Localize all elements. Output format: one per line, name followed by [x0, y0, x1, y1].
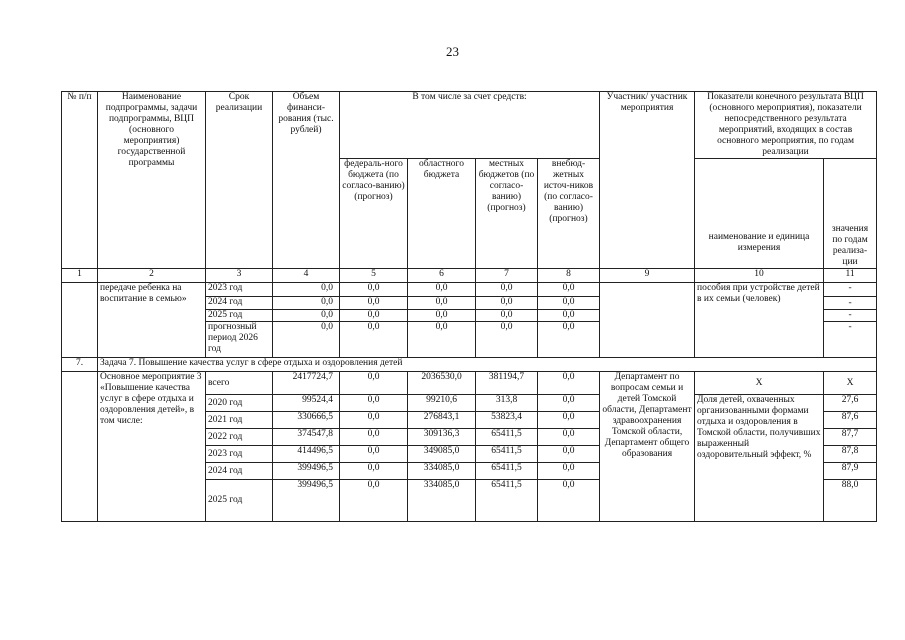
- value-cell: 87,7: [824, 429, 877, 446]
- federal-cell: 0,0: [340, 372, 408, 395]
- header-federal: федераль-ного бюджета (по согласо-ванию) (прогноз): [340, 159, 408, 269]
- regional-cell: 276843,1: [408, 412, 476, 429]
- header-funds-group: В том числе за счет средств:: [340, 92, 600, 159]
- federal-cell: 0,0: [340, 310, 408, 322]
- header-regional: областного бюджета: [408, 159, 476, 269]
- federal-cell: 0,0: [340, 322, 408, 358]
- regional-cell: 0,0: [408, 322, 476, 358]
- table-row: [62, 283, 877, 297]
- header-indicator-name: наименование и единица измерения: [695, 159, 824, 269]
- federal-cell: 0,0: [340, 480, 408, 522]
- volume-cell: 414496,5: [273, 446, 340, 463]
- colnum-11: 11: [824, 269, 877, 283]
- local-cell: 65411,5: [476, 429, 538, 446]
- local-cell: 53823,4: [476, 412, 538, 429]
- value-cell: 88,0: [824, 480, 877, 522]
- extra-cell: 0,0: [538, 463, 600, 480]
- local-cell: 65411,5: [476, 463, 538, 480]
- value-cell: -: [824, 283, 877, 297]
- volume-cell: 99524,4: [273, 395, 340, 412]
- header-row-1: [62, 92, 877, 159]
- local-cell: 313,8: [476, 395, 538, 412]
- header-extra: внебюд-жетных источ-ников (по согласо-ванию) (прогноз): [538, 159, 600, 269]
- extra-cell: 0,0: [538, 322, 600, 358]
- term-cell: 2023 год: [206, 446, 273, 463]
- term-cell: прогнозный период 2026 год: [206, 322, 273, 358]
- local-cell: 65411,5: [476, 446, 538, 463]
- indicator-x: Х: [695, 372, 824, 395]
- extra-cell: 0,0: [538, 480, 600, 522]
- value-cell: 87,9: [824, 463, 877, 480]
- colnum-9: 9: [600, 269, 695, 283]
- task-text: Задача 7. Повышение качества услуг в сфере отдыха и оздоровления детей: [98, 358, 877, 372]
- colnum-3: 3: [206, 269, 273, 283]
- volume-cell: 0,0: [273, 283, 340, 297]
- header-num: № п/п: [62, 92, 98, 269]
- local-cell: 0,0: [476, 297, 538, 310]
- header-term: Срок реализации: [206, 92, 273, 269]
- regional-cell: 0,0: [408, 297, 476, 310]
- value-cell: 87,6: [824, 412, 877, 429]
- value-cell: -: [824, 322, 877, 358]
- extra-cell: 0,0: [538, 310, 600, 322]
- term-cell: всего: [206, 372, 273, 395]
- term-cell: 2024 год: [206, 463, 273, 480]
- header-volume: Объем финанси-рования (тыс. рублей): [273, 92, 340, 269]
- federal-cell: 0,0: [340, 297, 408, 310]
- volume-cell: 2417724,7: [273, 372, 340, 395]
- section-b-participant: Департамент по вопросам семьи и детей Томской области, Департамент здравоохранения Томской области, Департамент общего образования: [600, 372, 695, 522]
- regional-cell: 334085,0: [408, 463, 476, 480]
- task-row: [62, 358, 877, 372]
- regional-cell: 309136,3: [408, 429, 476, 446]
- table-row: [62, 372, 877, 395]
- value-cell: -: [824, 297, 877, 310]
- federal-cell: 0,0: [340, 283, 408, 297]
- regional-cell: 349085,0: [408, 446, 476, 463]
- task-num: 7.: [62, 358, 98, 372]
- local-cell: 65411,5: [476, 480, 538, 522]
- colnum-1: 1: [62, 269, 98, 283]
- extra-cell: 0,0: [538, 446, 600, 463]
- colnum-7: 7: [476, 269, 538, 283]
- local-cell: 381194,7: [476, 372, 538, 395]
- volume-cell: 0,0: [273, 322, 340, 358]
- section-a-indicator: пособия при устройстве детей в их семьи (человек): [695, 283, 824, 358]
- term-cell: 2025 год: [206, 310, 273, 322]
- volume-cell: 399496,5: [273, 480, 340, 522]
- volume-cell: 0,0: [273, 297, 340, 310]
- column-numbers-row: [62, 269, 877, 283]
- colnum-6: 6: [408, 269, 476, 283]
- local-cell: 0,0: [476, 310, 538, 322]
- value-cell: -: [824, 310, 877, 322]
- volume-cell: 0,0: [273, 310, 340, 322]
- extra-cell: 0,0: [538, 395, 600, 412]
- header-local: местных бюджетов (по согласо-ванию) (прогноз): [476, 159, 538, 269]
- colnum-4: 4: [273, 269, 340, 283]
- value-x: Х: [824, 372, 877, 395]
- section-b-num: [62, 372, 98, 522]
- section-a-num: [62, 283, 98, 358]
- extra-cell: 0,0: [538, 297, 600, 310]
- header-indicator-values: значения по годам реализа-ции: [824, 159, 877, 269]
- federal-cell: 0,0: [340, 395, 408, 412]
- local-cell: 0,0: [476, 322, 538, 358]
- regional-cell: 99210,6: [408, 395, 476, 412]
- header-indicators-group: Показатели конечного результата ВЦП (основного мероприятия), показатели непосредственного результата мероприятий, входящих в состав основного мероприятия, по годам реализации: [695, 92, 877, 159]
- regional-cell: 2036530,0: [408, 372, 476, 395]
- header-participant: Участник/ участник мероприятия: [600, 92, 695, 269]
- extra-cell: 0,0: [538, 372, 600, 395]
- section-b-name: Основное мероприятие 3 «Повышение качества услуг в сфере отдыха и оздоровления детей», в том числе:: [98, 372, 206, 522]
- colnum-5: 5: [340, 269, 408, 283]
- colnum-10: 10: [695, 269, 824, 283]
- term-cell: 2022 год: [206, 429, 273, 446]
- term-cell: 2023 год: [206, 283, 273, 297]
- federal-cell: 0,0: [340, 463, 408, 480]
- section-a-name: передаче ребенка на воспитание в семью»: [98, 283, 206, 358]
- extra-cell: 0,0: [538, 412, 600, 429]
- extra-cell: 0,0: [538, 429, 600, 446]
- section-a-participant: [600, 283, 695, 358]
- regional-cell: 334085,0: [408, 480, 476, 522]
- page-number: 23: [446, 44, 459, 59]
- program-table: [61, 91, 877, 522]
- term-cell: 2024 год: [206, 297, 273, 310]
- value-cell: 27,6: [824, 395, 877, 412]
- local-cell: 0,0: [476, 283, 538, 297]
- volume-cell: 374547,8: [273, 429, 340, 446]
- volume-cell: 330666,5: [273, 412, 340, 429]
- federal-cell: 0,0: [340, 412, 408, 429]
- volume-cell: 399496,5: [273, 463, 340, 480]
- federal-cell: 0,0: [340, 429, 408, 446]
- section-b-indicator: Доля детей, охваченных организованными формами отдыха и оздоровления в Томской области, получивших выраженный оздоровительный эффект, %: [695, 395, 824, 522]
- term-cell: 2021 год: [206, 412, 273, 429]
- regional-cell: 0,0: [408, 310, 476, 322]
- extra-cell: 0,0: [538, 283, 600, 297]
- header-name: Наименование подпрограммы, задачи подпрограммы, ВЦП (основного мероприятия) государственной программы: [98, 92, 206, 269]
- colnum-2: 2: [98, 269, 206, 283]
- federal-cell: 0,0: [340, 446, 408, 463]
- term-cell: 2020 год: [206, 395, 273, 412]
- value-cell: 87,8: [824, 446, 877, 463]
- term-cell: 2025 год: [206, 480, 273, 522]
- regional-cell: 0,0: [408, 283, 476, 297]
- colnum-8: 8: [538, 269, 600, 283]
